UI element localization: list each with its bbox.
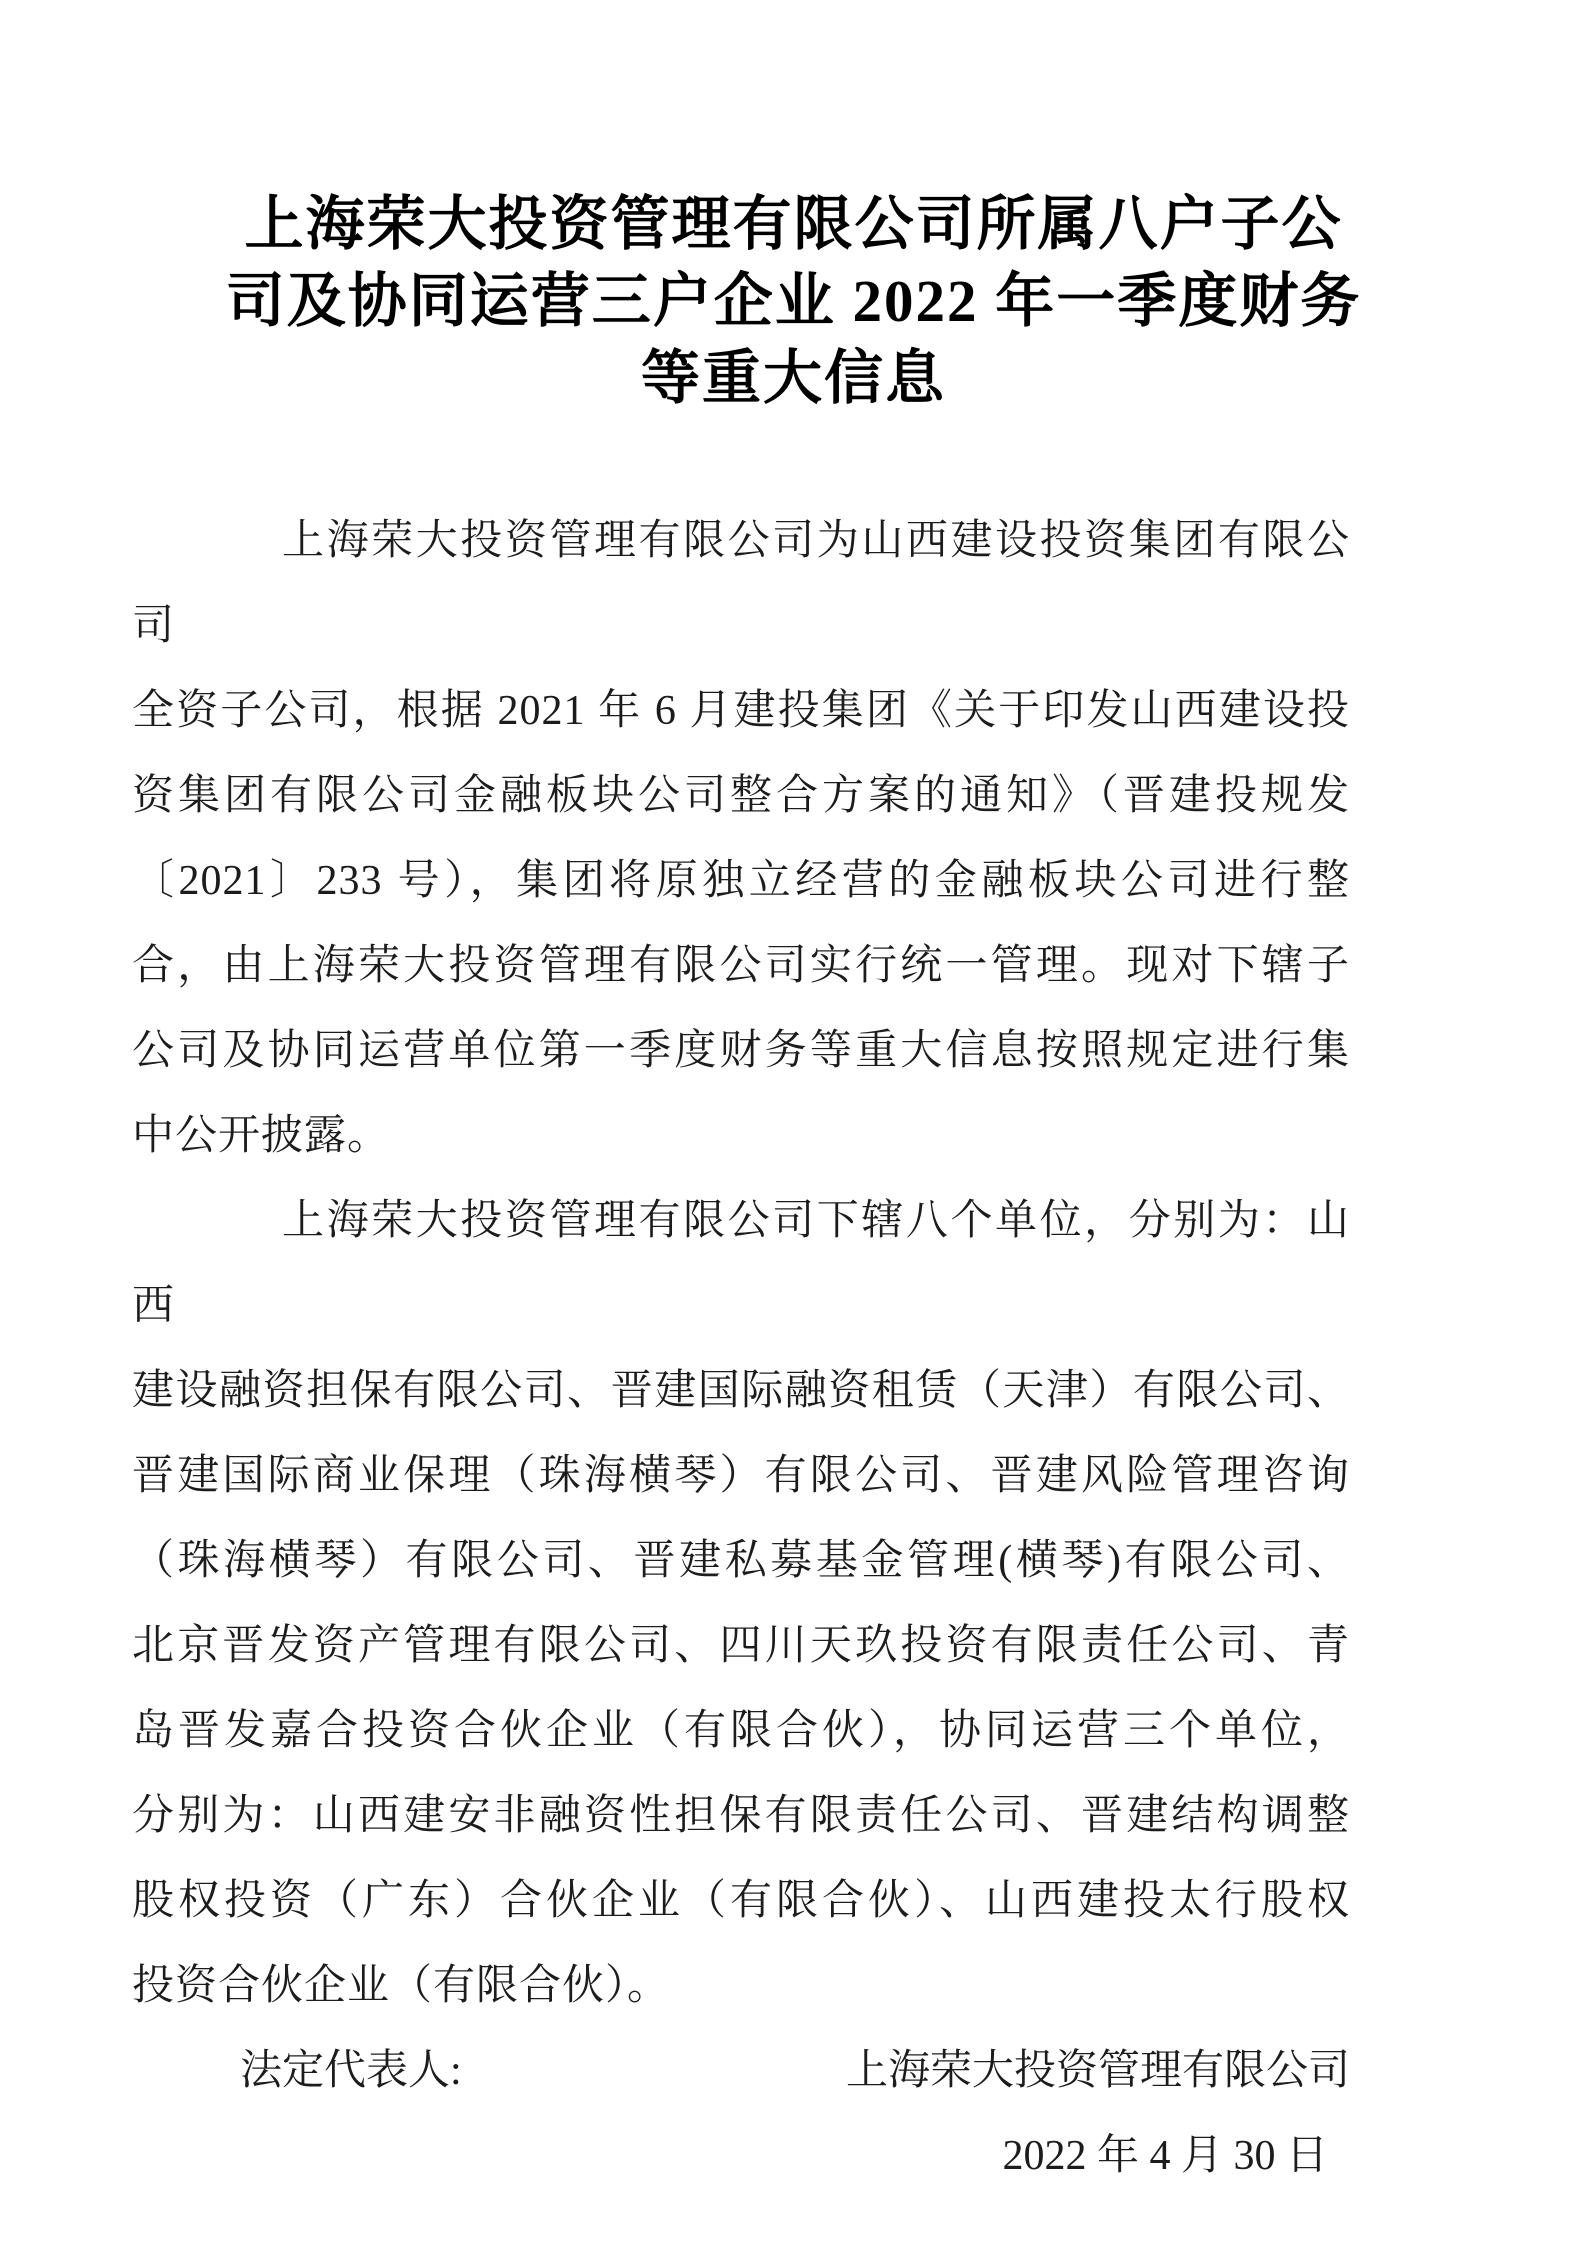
signature-date: 2022 年 4 月 30 日 [1002,2133,1328,2179]
paragraph-2-line-1: 上海荣大投资管理有限公司下辖八个单位，分别为：山西 [132,1198,1350,1329]
paragraph-2-line-2: 建设融资担保有限公司、晋建国际融资租赁（天津）有限公司、 [132,1368,1350,1414]
document-body [132,499,1350,2199]
paragraph-1-line-1: 上海荣大投资管理有限公司为山西建设投资集团有限公司 [132,518,1350,649]
signature-row [132,2029,1350,2114]
paragraph-1-line-7: 中公开披露。 [132,1113,391,1159]
paragraph-2-line-3: 晋建国际商业保理（珠海横琴）有限公司、晋建风险管理咨询 [132,1453,1350,1499]
signature-company: 上海荣大投资管理有限公司 [845,2048,1350,2094]
signature-label: 法定代表人: [240,2048,462,2094]
paragraph-1-line-2: 全资子公司，根据 2021 年 6 月建投集团《关于印发山西建设投 [132,688,1350,734]
title-line-1: 上海荣大投资管理有限公司所属八户子公 [244,191,1343,257]
paragraph-1-line-3: 资集团有限公司金融板块公司整合方案的通知》（晋建投规发 [132,773,1350,819]
paragraph-1-line-5: 合，由上海荣大投资管理有限公司实行统一管理。现对下辖子 [132,943,1350,989]
paragraph-2-line-9: 投资合伙企业（有限合伙）。 [132,1963,671,2009]
paragraph-2-line-8: 股权投资（广东）合伙企业（有限合伙）、山西建投太行股权 [132,1878,1350,1924]
paragraph-1-line-4: 〔2021〕233 号），集团将原独立经营的金融板块公司进行整 [132,858,1350,904]
paragraph-2-line-4: （珠海横琴）有限公司、晋建私募基金管理(横琴)有限公司、 [132,1538,1350,1584]
paragraph-2-line-5: 北京晋发资产管理有限公司、四川天玖投资有限责任公司、青 [132,1623,1350,1669]
paragraph-2-line-6: 岛晋发嘉合投资合伙企业（有限合伙），协同运营三个单位， [132,1708,1350,1754]
document-title [124,186,1464,417]
paragraph-1-line-6: 公司及协同运营单位第一季度财务等重大信息按照规定进行集 [132,1028,1350,1074]
paragraph-2-line-7: 分别为：山西建安非融资性担保有限责任公司、晋建结构调整 [132,1793,1350,1839]
title-line-3: 等重大信息 [640,345,946,411]
title-line-2: 司及协同运营三户企业 2022 年一季度财务 [225,268,1362,334]
